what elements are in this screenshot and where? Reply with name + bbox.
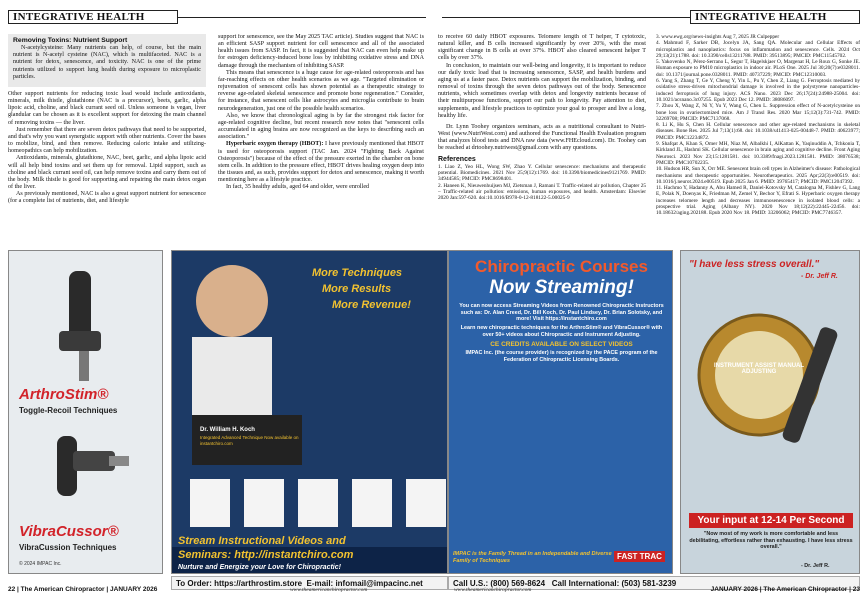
vibracussor-subtitle: VibraCussion Techniques	[19, 543, 117, 552]
reference-item: 6. Yang S, Zhang T, Ge Y, Cheng Y, Yin L, Pu Y, Chen Z, Liang G. Ferroptosis mediated by oxidative stress-driven mitochondrial damage is involved in the polystyrene nanoparticles-induced ferroptosis of lung injury. ACS Nano. 2023 Dec 26;17(24):24988-25004. doi: 10.1021/acsnano.3c07255. Epub 2023 Dec 12. PMID: 38086097.	[656, 78, 860, 103]
column-3	[438, 34, 646, 201]
stream-tagline: Nurture and Energize your Love for Chiropractic!	[178, 564, 341, 571]
input-quote: "Now most of my work is more comfortable and less debilitating, effortless rather than exhausting. I have less stress overall."	[689, 531, 853, 550]
footer-url-right: www.theamericanchiropractor.com	[454, 587, 532, 593]
instantchiro-link[interactable]: Seminars: http://instantchiro.com	[178, 549, 354, 561]
testimonial-author: - Dr. Jeff R.	[801, 273, 838, 280]
paragraph: to receive 60 daily HBOT exposures. Telomere length of T helper, T cytotoxic, natural killer, and B cells increased significantly by over 20%, with the most significant change in B cells at over 37%. HBOT also cleared senescent helper T cells by over 37%.	[438, 34, 646, 62]
paragraph: Just remember that there are seven detox pathways that need to be supported, and that's why you want synergistic support with other nutrients. Cover the bases to mobilize, bind, and then remove. Reducing caloric intake and utilizing- homeopathics can help mobilization.	[8, 126, 206, 155]
header-rule	[178, 17, 426, 18]
footer-url-left: www.theamericanchiropractor.com	[290, 587, 368, 593]
input-rate-banner: Your input at 12-14 Per Second	[689, 513, 853, 528]
courses-body-2: Learn new chiropractic techniques for the ArthroStim® and VibraCussor® with over 50+ videos about Chiropractic and Instrument Adjusting.	[460, 325, 663, 338]
courses-title: Chiropractic Courses	[475, 257, 648, 276]
tagline-1: More Techniques	[312, 267, 403, 279]
column-1	[8, 34, 206, 205]
paragraph: As previously mentioned, NAC is also a great support nutrient for senescence (for a complete list of nutrients, diet, and lifestyle	[8, 191, 206, 205]
references-title: References	[438, 155, 476, 163]
ad-courses-panel[interactable]	[448, 250, 673, 574]
paragraph: In conclusion, to maintain our well-being and longevity, it is important to reduce our daily toxic load that is increasing senescence, SASP, and health burdens and aging us at a faster pace. Detox nutrients can support the mobilization, binding, and removal of toxins through the seven detox pathways out of the body. Senescence nutrients, which sometimes overlap with detox and longevity nutrients because of their multipurpose functions, support our path to longevity. Pay attention to diet, supplements, and lifestyle practices to optimize your goal to prosper and live a long, healthy life.	[438, 62, 646, 119]
instructor-name: Dr. William H. Koch	[200, 427, 255, 433]
column-2	[218, 34, 424, 191]
family-thread: IMPAC is the Family Thread in an Independable and Diverse Family of Techniques	[453, 551, 612, 564]
ad-instantchiro-panel[interactable]	[171, 250, 448, 574]
nutrient-support-box	[8, 34, 206, 87]
paragraph: Other support nutrients for reducing toxic load would include antioxidants, minerals, milk thistle, glutathione (NAC is a precursor), beets, garlic, alpha lipoic acid, choline, and black currant seed oil. Unless someone is vegan, liver glandular can be chosen as it is excellent support for detoxing the main channel of removing toxins — the liver.	[8, 90, 206, 126]
section-header-left: INTEGRATIVE HEALTH	[8, 10, 178, 24]
reference-item: 3. www.ewg.org/news-insights Aug 7, 2025 JR Culpepper	[656, 34, 780, 40]
paragraph: support for senescence, see the May 2025 TAC article). Studies suggest that NAC is an efficient SASP support nutrient for cell senescence and all of the associated health issues from SASP. In fact, it is suggested that NAC can even help make up for estrogen deficiency-induced bone loss by inhibiting oxidative stress and DNA damage through the mechanism of inhibiting SASP.	[218, 34, 424, 69]
footer-left: 22 | The American Chiropractor | JANUARY 2026	[8, 586, 158, 593]
reference-item: 10. Hudson HR, Sun X, Orr ME. Senescent brain cell types in Alzheimer's disease: Pathological mechanisms and therapeutic opportunities. Neurotherapeutics. 2025 Apr;22(3):e00519. doi: 10.1016/j.neurot.2024.e00519. Epub 2025 Jan 6. PMID: 39765417; PMCID: PMC12047392.	[656, 166, 860, 185]
author-bio: Dr. Lynn Toohey organizes seminars, acts as a nutritional consultant to Nutri-West (www.NutriWest.com) and authored the Functional Health Evaluation program that analyzes blood tests and DNA raw data (www.FHEcloud.com). Dr. Toohey can be reached at drtoohey.nutriwest@gmail.com with any questions.	[438, 123, 646, 152]
seal-text: INSTRUMENT ASSIST MANUAL ADJUSTING	[713, 363, 805, 375]
paragraph: Also, we know that chronological aging is by far the strongest risk factor for age-related cognitive decline, but recent research now notes that "senescent cells accumulated in aging brains are now recognized as the keys to describing such an association."	[218, 112, 424, 141]
pace-note: IMPAC Inc. (the course provider) is recognized by the PACE program of the Federation of Chiropractic Licensing Boards.	[465, 350, 658, 363]
reference-item: 11. Hachmo Y, Hadanny A, Abu Hamed R, Daniel-Kotovsky M, Catalogna M, Fishlev G, Lang E, Polak N, Doenyas K, Friedman M, Zemel Y, Bechor Y, Efrati S. Hyperbaric oxygen therapy increases telomere length and decreases immunosenescence in isolated blood cells: a prospective trial. Aging (Albany NY). 2020 Nov 18;12(22):22445-22456. doi: 10.18632/aging.202188. Epub 2020 Nov 18. PMID: 33206062; PMCID: PMC7746357.	[656, 185, 860, 217]
reference-item: 7. Zhou X, Wang Z, Ni Y, Yu Y, Wang G, Chen L. Suppression effect of N-acetylcysteine on bone loss in ovariectomized mice. Am J Transl Res. 2020 Mar 15;12(3):731-742. PMID: 32269708; PMCID: PMC7137068.	[656, 103, 860, 122]
box-text: N-acetylcysteine: Many nutrients can help, of course, but the main nutrient is N-acetyl cysteine (NAC), which is multifaceted. NAC is a nutrient for detox, senescence, and toxicity. NAC is one of the prime nutrients utilized to support lung health during exposure to microplastic particles.	[13, 45, 201, 80]
paragraph: I have previously mentioned that HBOT is used for osteoporosis support (TAC Jan. 2024 "Fighting Back Against Osteoporosis") because of the effect of the pressure exerted in the chamber on bone stem cells. In addition to the pressure effect, HBOT drives healing oxygen deep into the tissues and, as such, provides support for detox and senescence, making it worth mentioning here as a lifestyle practice.	[218, 141, 424, 184]
tagline-3: More Revenue!	[332, 299, 411, 311]
vibracussor-title: VibraCussor®	[19, 523, 119, 540]
column-4	[656, 34, 860, 217]
reference-item: 8. Li K, Hu S, Chen H. Cellular senescence and other age-related mechanisms in skeletal diseases. Bone Res. 2025 Jul 7;13(1):68. doi: 10.1038/s41413-025-00448-7. PMID: 40623977; PMCID: PMC12234872.	[656, 122, 860, 141]
fasttrac-logo: FAST TRAC	[614, 551, 665, 562]
instrument-seal-icon	[681, 285, 860, 485]
phone-us[interactable]: Call U.S.: (800) 569-8624	[453, 579, 546, 588]
paragraph: In fact, 35 healthy adults, aged 64 and older, were enrolled	[226, 184, 370, 191]
tagline-2: More Results	[322, 283, 392, 295]
reference-item: 9. Shafqat A, Khan S, Omer MH, Niaz M, Albalkhi I, AlKattan K, Yaqinuddin A, Tchkonia T, Kirkland JL, Hashmi SK. Cellular senescence in brain aging and cognitive decline. Front Aging Neurosci. 2023 Nov 23;15:1281581. doi: 10.3389/fnagi.2023.1281581. PMID: 38076538; PMCID: PMC10702235.	[656, 141, 860, 166]
reference-item: 4. Mahmud F, Sarker DB, Jocelyn JA, Sang QA. Molecular and Cellular Effects of microplastics and nanoplastics: focus on inflammation and senescence. Cells. 2024 Oct 29;13(21):1788. doi: 10.3390/cells13211788. PMID: 39513895; PMCID: PMC11545702.	[656, 40, 860, 59]
phone-international[interactable]: Call International: (503) 581-3239	[551, 579, 677, 588]
testimonial-quote: "I have less stress overall."	[689, 259, 820, 270]
instructor-note: Integrated Advanced Technique Now available on instantchiro.com	[200, 435, 299, 446]
arthrostim-title: ArthroStim®	[19, 386, 109, 403]
order-link[interactable]: To Order: https://arthrostim.store	[176, 579, 303, 588]
section-header-right: INTEGRATIVE HEALTH	[690, 10, 860, 24]
ad-testimonial-panel[interactable]	[680, 250, 860, 574]
reference-item: 2. Haneen K, Nieuwenhuijsen MJ, Zietsman J, Ramani T. Traffic-related air pollution, Chapter 25 – Traffic-related air pollution: emissions, human exposures, and health. Amsterdam: Elsevier 2020 Jan:597-620. doi:10.1016/B978-0-12-818122-5.00025-9	[438, 182, 646, 202]
subheading-hbot: Hyperbaric oxygen therapy (HBOT):	[226, 141, 324, 148]
paragraph: Antioxidants, minerals, glutathione, NAC, beet, garlic, and alpha lipoic acid will all help bind toxins and set them up for removal. Lipid support, such as choline and black currant seed oil, can help remove toxins and carry them out of the body. Milk thistle is good for supporting and repairing the main detox organ of the liver.	[8, 155, 206, 190]
ad-instruments-panel[interactable]	[8, 250, 163, 574]
reference-item: 5. Yakovenko N, Pérez-Serrano L, Segur T, Hagelskjaer O, Margenat H, Le Roux G, Sonke JE. Human exposure to PM10 microplastics in indoor air. PLoS One. 2025 Jul 30;20(7):e0328011. doi: 10.1371/journal.pone.0328011. PMID: 40737229; PMCID: PMC12310003.	[656, 59, 860, 78]
stream-headline: Stream Instructional Videos and	[178, 535, 346, 547]
copyright: © 2024 IMPAC Inc.	[19, 561, 62, 567]
input-quote-author: - Dr. Jeff R.	[801, 563, 830, 569]
box-title: Removing Toxins: Nutrient Support	[13, 37, 128, 44]
arthrostim-subtitle: Toggle-Recoil Techniques	[19, 406, 118, 415]
header-rule	[442, 17, 690, 18]
paragraph: This means that senescence is a huge cause for age-related osteoporosis and has far-reaching effects on other health scenarios as we age. "Targeted elimination or rejuvenation of senescent cells has shown potential as a therapeutic strategy to reverse age-related skeletal senescence and promote bone regeneration." Consider, for instance, that senescent cells like astrocytes and microglia contribute to brain neurodegeneration, just one of the possible health scenarios.	[218, 69, 424, 112]
reference-item: 1. Liao Z, Yeo HL, Wong SW, Zhao Y. Cellular senescence: mechanisms and therapeutic potential. Biomedicines. 2021 Nov 25;9(12):1769. doi: 10.3390/biomedicines9121769. PMID: 34944585; PMCID: PMC8698401.	[438, 163, 646, 183]
footer-right: JANUARY 2026 | The American Chiropractor | 23	[710, 586, 860, 593]
email-link[interactable]: E-mail: infomail@impacinc.net	[306, 579, 423, 588]
ce-credits: CE CREDITS AVAILABLE ON SELECT VIDEOS	[490, 341, 633, 348]
streaming-title: Now Streaming!	[489, 277, 634, 298]
courses-body: You can now access Streaming Videos from Renowned Chiropractic Instructors such as: Dr. Alan Creed, Dr. Bill Koch, Dr. Paul Lindsey, Dr. Brian Solotsky, and more! Visit https://instantchiro.com	[459, 303, 664, 323]
